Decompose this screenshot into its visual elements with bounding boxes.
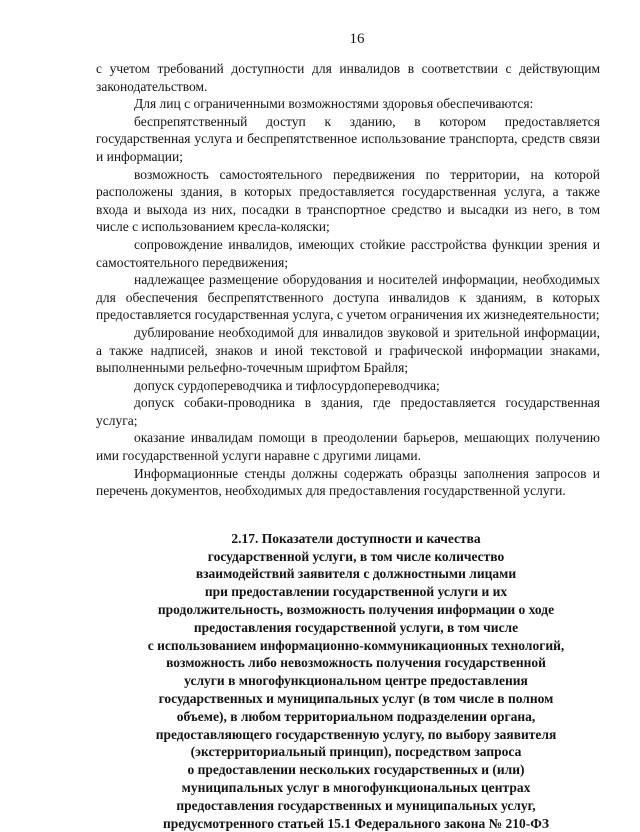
list-item-guide-dog: допуск собаки-проводника в здания, где предоставляется государственная услуга; (96, 395, 600, 428)
list-item-building-access: беспрепятственный доступ к зданию, в котором предоставляется государственная услуга и беспрепятственное использование транспорта, средств связи и информации; (96, 113, 600, 164)
heading-line: с использованием информационно-коммуникационных технологий, (147, 637, 565, 653)
body-text (96, 60, 600, 500)
heading-line: возможность либо невозможность получения государственной (166, 655, 546, 671)
heading-line: муниципальных услуг в многофункциональных центрах (181, 780, 531, 795)
heading-line: государственных и муниципальных услуг (в том числе в полном (158, 691, 554, 707)
heading-line: предоставления государственных и муниципальных услуг, (176, 797, 536, 813)
page-number: 16 (349, 31, 365, 47)
list-item-assistance: оказание инвалидам помощи в преодолении барьеров, мешающих получению ими государственной услуги наравне с другими лицами. (96, 430, 600, 464)
heading-line: предоставления государственной услуги, в том числе (193, 619, 519, 635)
heading-line: при предоставлении государственной услуги и их (204, 584, 508, 600)
heading-line: продолжительность, возможность получения информации о ходе (157, 602, 555, 618)
heading-line: 2.17. Показатели доступности и качества (231, 530, 481, 546)
list-item-escort: сопровождение инвалидов, имеющих стойкие расстройства функции зрения и самостоятельного передвижения; (96, 236, 600, 270)
heading-line: объеме), в любом территориальном подразделении органа, (176, 708, 536, 724)
heading-line: (экстерриториальный принцип), посредством запроса (190, 744, 522, 760)
list-item-interpreter: допуск сурдопереводчика и тифлосурдопереводчика; (134, 377, 440, 393)
list-item-braille: дублирование необходимой для инвалидов звуковой и зрительной информации, а также надписей, знаков и иной текстовой и графической информации знаками, выполненными рельефно-точечным шрифтом Брайля; (96, 324, 600, 376)
paragraph-info-stands: Информационные стенды должны содержать образцы заполнения запросов и перечень документов, необходимых для предоставления государственной услуги. (96, 465, 600, 499)
section-heading-2-17 (96, 530, 600, 832)
heading-line: взаимодействий заявителя с должностными лицами (195, 566, 517, 582)
paragraph-intro: Для лиц с ограниченными возможностями здоровья обеспечиваются: (134, 96, 534, 112)
heading-line: услуги в многофункциональном центре предоставления (184, 673, 528, 689)
heading-line: о предоставлении нескольких государственных и (или) (187, 762, 525, 778)
heading-line: предусмотренного статьей 15.1 Федерального закона № 210-ФЗ (162, 815, 550, 831)
heading-line: предоставляющего государственную услугу, по выбору заявителя (155, 726, 557, 742)
heading-line: государственной услуги, в том числе количество (207, 548, 505, 564)
list-item-movement: возможность самостоятельного передвижения по территории, на которой расположены здания, в которых предоставляется государственная услуга, а также входа и выхода из них, посадки в транспортное средство и высадки из него, в том числе с использованием кресла-коляски; (96, 166, 600, 235)
list-item-equipment: надлежащее размещение оборудования и носителей информации, необходимых для обеспечения беспрепятственного доступа инвалидов к зданиям, в которых предоставляется государственная услуга, с учетом ограничения их жизнедеятельности; (96, 272, 600, 323)
paragraph-continuation: с учетом требований доступности для инвалидов в соответствии с действующим законодательством. (96, 61, 600, 94)
